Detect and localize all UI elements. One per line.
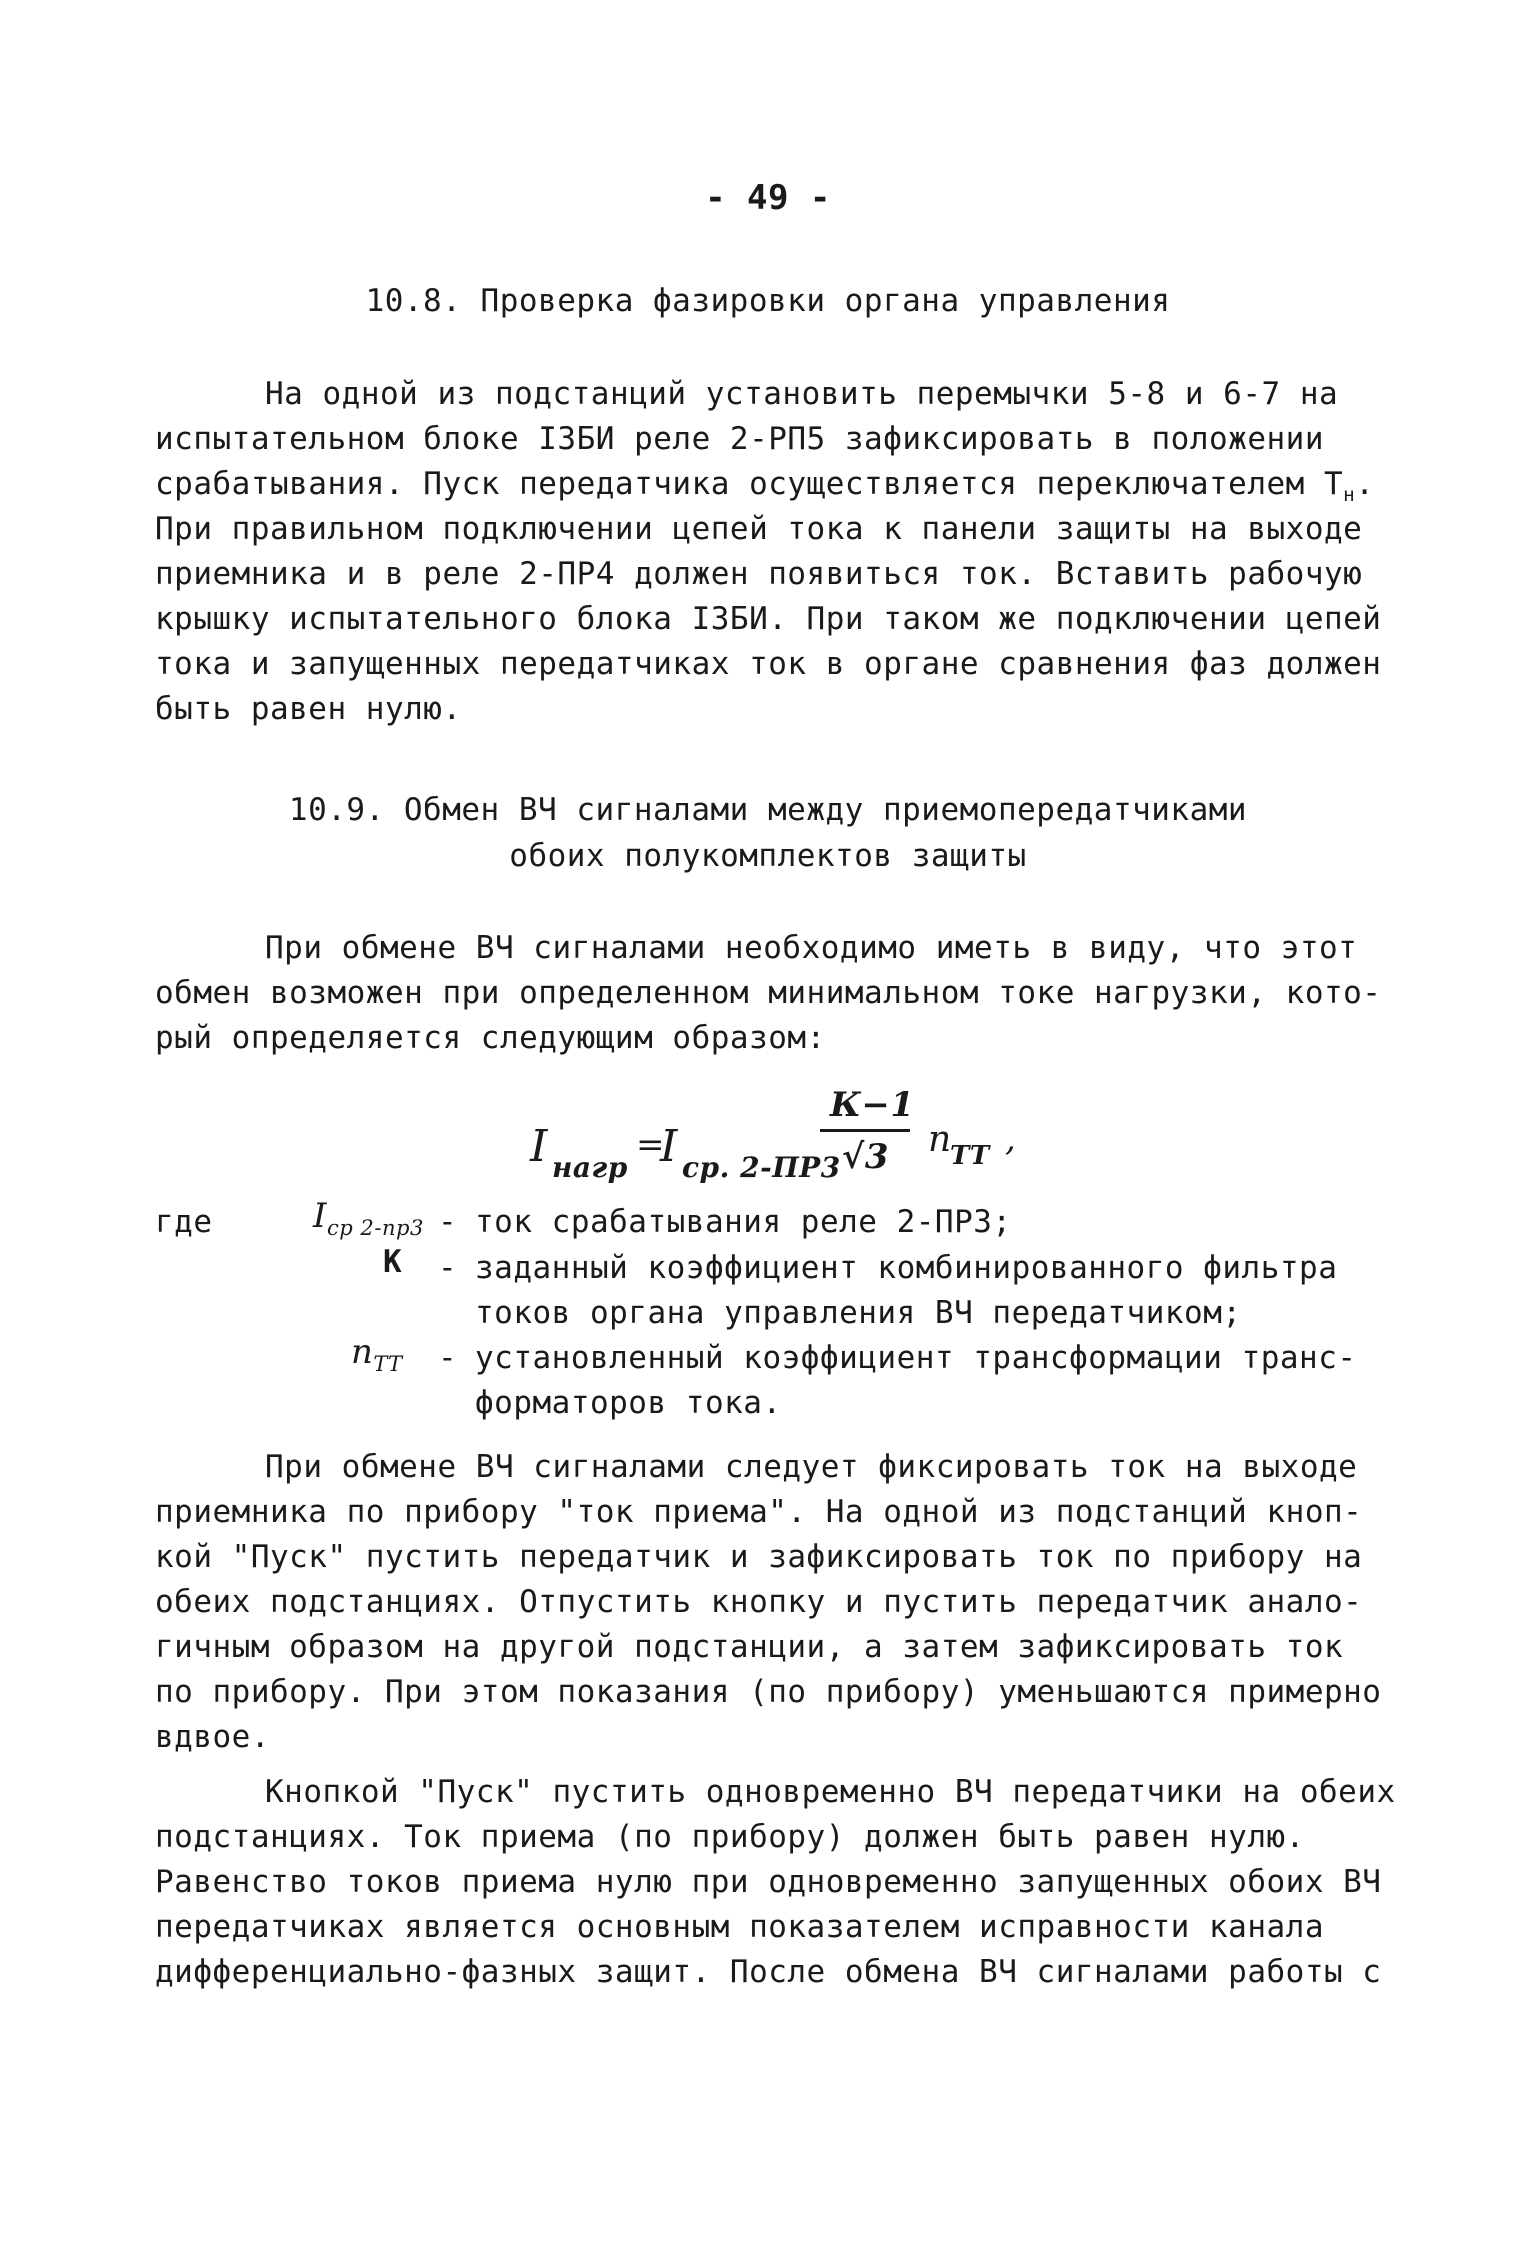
def-text: ток срабатывания реле 2-ПР3; <box>475 1204 1012 1240</box>
text-line: подстанциях. Ток приема (по прибору) должен быть равен нулю. <box>155 1819 1305 1855</box>
formula-denominator: √3 <box>842 1137 890 1177</box>
formula-end: , <box>1005 1119 1017 1159</box>
text-line: дифференциально-фазных защит. После обмена ВЧ сигналами работы с <box>155 1954 1382 1990</box>
formula-equals: = <box>636 1125 665 1165</box>
section-10-9-paragraph-3 <box>155 1770 1395 1995</box>
section-10-8-paragraph <box>155 372 1395 732</box>
section-10-9-paragraph-2 <box>155 1445 1395 1760</box>
section-10-8-heading: 10.8. Проверка фазировки органа управления <box>365 283 1171 319</box>
text-line: обеих подстанциях. Отпустить кнопку и пустить передатчик анало- <box>155 1584 1363 1620</box>
def-dash: - <box>438 1204 458 1240</box>
section-10-9-heading-line1: 10.9. Обмен ВЧ сигналами между приемопередатчиками <box>288 792 1248 828</box>
formula-numerator: К−1 <box>830 1085 915 1125</box>
text-line: передатчиках является основным показателем исправности канала <box>155 1909 1324 1945</box>
switch-line-end: . <box>1355 466 1375 502</box>
def-dash: - <box>438 1250 458 1286</box>
def-text: установленный коэффициент трансформации транс- <box>475 1340 1357 1376</box>
text-line: На одной из подстанций установить перемычки 5-8 и 6-7 на <box>265 376 1339 412</box>
text-line: При обмене ВЧ сигналами следует фиксировать ток на выходе <box>265 1449 1358 1485</box>
section-10-9-paragraph-1 <box>155 926 1395 1061</box>
formula-n: n <box>928 1119 952 1160</box>
text-line-main: срабатывания. Пуск передатчика осуществляется переключателем Т <box>155 466 1344 502</box>
load-current-formula <box>530 1085 1050 1185</box>
text-line: При обмене ВЧ сигналами необходимо иметь в виду, что этот <box>265 930 1358 966</box>
def-symbol: $n_{ТТ}$ <box>351 1332 403 1376</box>
def-text: заданный коэффициент комбинированного фильтра <box>475 1250 1338 1286</box>
text-line: При правильном подключении цепей тока к панели защиты на выходе <box>155 511 1363 547</box>
formula-fraction-bar <box>820 1129 910 1132</box>
text-line: тока и запущенных передатчиках ток в органе сравнения фаз должен <box>155 646 1382 682</box>
text-line: крышку испытательного блока I3БИ. При таком же подключении цепей <box>155 601 1382 637</box>
where-label: где <box>155 1204 213 1240</box>
formula-n-sub: ТТ <box>950 1141 990 1171</box>
text-line: кой "Пуск" пустить передатчик и зафиксировать ток по прибору на <box>155 1539 1363 1575</box>
text-line: приемника по прибору "ток приема". На одной из подстанций кноп- <box>155 1494 1363 1530</box>
text-line: по прибору. При этом показания (по прибору) уменьшаются примерно <box>155 1674 1382 1710</box>
definitions-list <box>155 1196 1395 1430</box>
section-10-9-heading-line2: обоих полукомплектов защиты <box>509 838 1027 874</box>
text-line: гичным образом на другой подстанции, а затем зафиксировать ток <box>155 1629 1344 1665</box>
def-symbol: $I_{ср 2-пр3}$ <box>313 1196 424 1240</box>
text-line: быть равен нулю. <box>155 691 462 727</box>
text-line: Кнопкой "Пуск" пустить одновременно ВЧ передатчики на обеих <box>265 1774 1396 1810</box>
def-dash: - <box>438 1340 458 1376</box>
switch-subscript: н <box>1343 483 1356 507</box>
formula-lhs: I <box>530 1121 548 1172</box>
text-line: рый определяется следующим образом: <box>155 1020 826 1056</box>
formula-i2: I <box>660 1121 678 1172</box>
page-number: - 49 - <box>705 178 831 218</box>
def-text: токов органа управления ВЧ передатчиком; <box>475 1295 1242 1331</box>
text-line: Равенство токов приема нулю при одновременно запущенных обоих ВЧ <box>155 1864 1382 1900</box>
text-line: обмен возможен при определенном минимальном токе нагрузки, кото- <box>155 975 1382 1011</box>
formula-i2-sub: ср. 2-ПР3 <box>682 1151 841 1184</box>
def-symbol: К <box>383 1244 403 1280</box>
formula-lhs-sub: нагр <box>552 1151 628 1184</box>
text-line: вдвое. <box>155 1719 270 1755</box>
text-line: испытательном блоке I3БИ реле 2-РП5 зафиксировать в положении <box>155 421 1324 457</box>
def-text: форматоров тока. <box>475 1385 782 1421</box>
text-line: приемника и в реле 2-ПР4 должен появиться ток. Вставить рабочую <box>155 556 1363 592</box>
text-line <box>155 462 1395 507</box>
